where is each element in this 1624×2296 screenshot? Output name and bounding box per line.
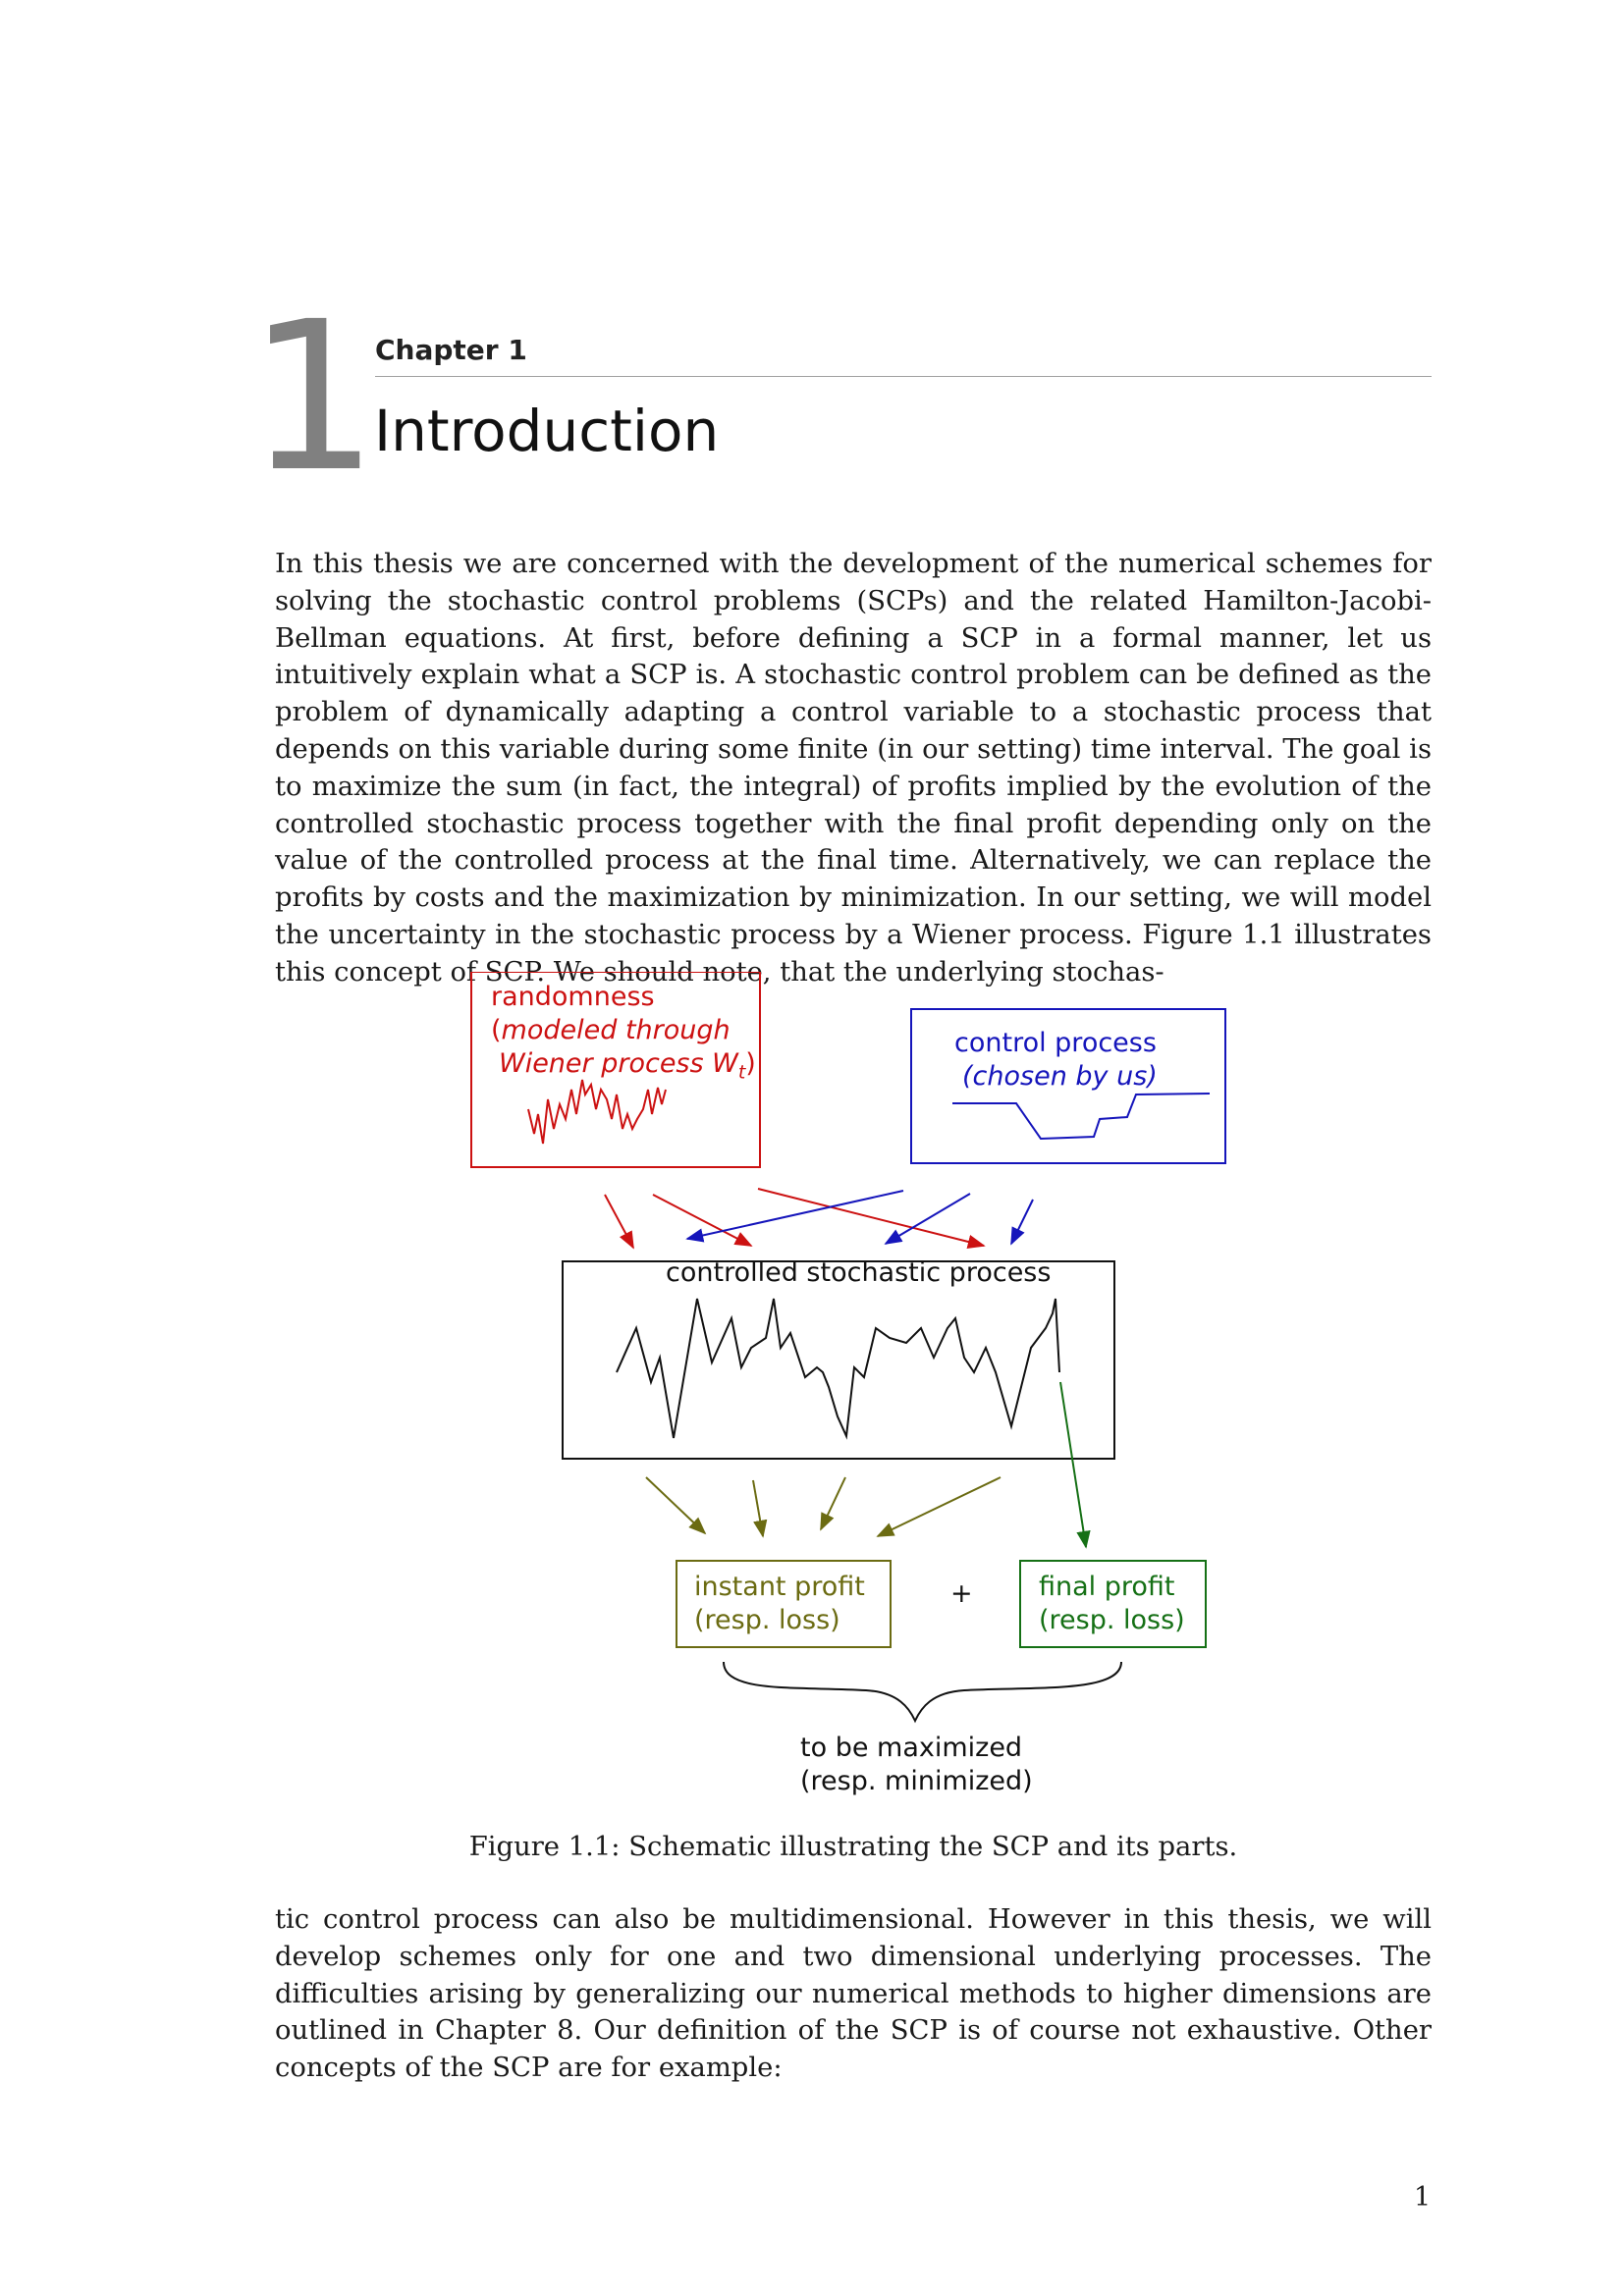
controlled-path [617, 1299, 1059, 1438]
instant-profit-label: instant profit [694, 1572, 865, 1602]
wiener-path [528, 1080, 666, 1144]
arrow-blue-3 [1011, 1200, 1033, 1244]
randomness-paren-open: ( [491, 1015, 502, 1045]
chapter-divider [375, 376, 1432, 377]
chapter-label: Chapter 1 [375, 334, 527, 366]
randomness-sub1: modeled through [501, 1015, 731, 1045]
arrow-olive-3 [821, 1477, 845, 1529]
figure-caption: Figure 1.1: Schematic illustrating the SCP and its parts. [468, 1832, 1238, 1862]
control-path [952, 1094, 1210, 1139]
objective-sublabel: (resp. minimized) [800, 1766, 1033, 1796]
randomness-paren-close: ) [745, 1048, 756, 1079]
objective-brace [724, 1662, 1121, 1721]
randomness-sub2: Wiener process W [499, 1048, 738, 1079]
arrow-red-1 [605, 1195, 633, 1248]
randomness-subscript: t [737, 1061, 746, 1084]
scp-diagram [452, 972, 1237, 1806]
instant-profit-sublabel: (resp. loss) [694, 1605, 840, 1635]
scp-figure [452, 972, 1237, 1806]
arrow-red-2 [653, 1195, 751, 1246]
control-label: control process [954, 1028, 1157, 1058]
control-sublabel: (chosen by us) [962, 1061, 1158, 1092]
arrow-green [1060, 1382, 1086, 1547]
randomness-subtitle-1 [491, 1014, 731, 1047]
chapter-number: 1 [247, 277, 379, 517]
chapter-title: Introduction [374, 398, 720, 464]
final-profit-label: final profit [1039, 1572, 1175, 1602]
intro-paragraph-1: In this thesis we are concerned with the development of the numerical schemes for solving the stochastic control problems (SCPs) and the related Hamilton-Jacobi-Bellman equations. At first, before defining a SCP in a formal manner, let us intuitively explain what a SCP is. A stochastic control problem can be defined as the problem of dynamically adapting a control variable to a stochastic process that depends on this variable during some finite (in our setting) time interval. The goal is to maximize the sum (in fact, the integral) of profits implied by the evolution of the controlled stochastic process together with the final profit depending only on the value of the controlled process at the final time. Alternatively, we can replace the profits by costs and the maximization by minimization. In our setting, we will model the uncertainty in the stochastic process by a Wiener process. Figure 1.1 illustrates this concept of SCP. We should note, that the underlying stochas- [275, 549, 1432, 988]
final-profit-sublabel: (resp. loss) [1039, 1605, 1185, 1635]
randomness-subtitle-2 [499, 1047, 756, 1089]
randomness-label: randomness [491, 982, 655, 1012]
intro-paragraph-2: tic control process can also be multidimensional. However in this thesis, we will develop schemes only for one and two dimensional underlying processes. The difficulties arising by generalizing our numerical methods to higher dimensions are outlined in Chapter 8. Our definition of the SCP is of course not exhaustive. Other concepts of the SCP are for example: [275, 1904, 1432, 2084]
objective-label: to be maximized [800, 1733, 1023, 1763]
arrow-olive-4 [878, 1477, 1001, 1536]
page-number: 1 [1414, 2182, 1432, 2213]
arrow-olive-2 [753, 1480, 763, 1536]
plus-sign: + [950, 1578, 973, 1609]
arrow-olive-1 [646, 1477, 705, 1533]
arrow-blue-2 [886, 1194, 970, 1244]
controlled-process-label: controlled stochastic process [666, 1257, 1052, 1288]
